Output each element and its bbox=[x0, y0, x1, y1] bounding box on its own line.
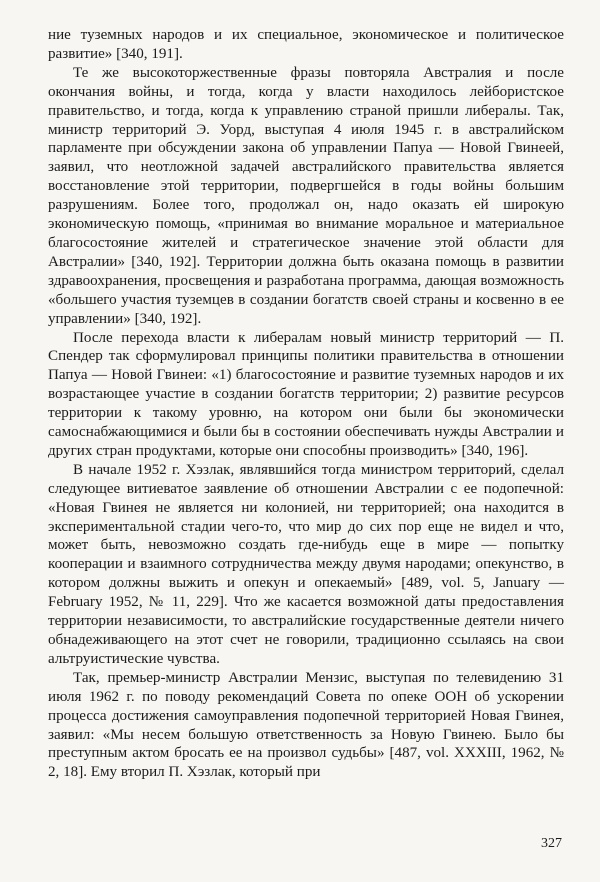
paragraph-continuation: ние туземных народов и их специальное, экономическое и политическое развитие» [340, 191]. bbox=[48, 27, 564, 62]
page-number: 327 bbox=[541, 836, 562, 851]
paragraph-hasluck-statement: В начале 1952 г. Хэзлак, являвшийся тогда министром территорий, сделал следующее витиеватое заявление об отношении Австралии с ее подопечной: «Новая Гвинея не является ни колонией, ни территорией; она находится в экспериментальной стадии чего-то, что мир до сих пор еще не видел и что, может быть, невозможно создать где-нибудь еще в мире — попытку кооперации и взаимного сотрудничества между двумя народами; опекунство, в котором должны выжить и опекун и опекаемый» [489, vol. 5, January — February 1952, № 11, 229]. Что же касается возможной даты предоставления территории независимости, то австралийские государственные деятели ничего обнадеживающего на этот счет не говорили, традиционно ссылаясь на свои альтруистические чувства. bbox=[48, 461, 564, 667]
paragraph-ward-statement: Те же высокоторжественные фразы повторяла Австралия и после окончания войны, и тогда, когда у власти находилось лейбористское правительство, и тогда, когда к управлению страной пришли либералы. Так, министр территорий Э. Уорд, выступая 4 июля 1945 г. в австралийском парламенте при обсуждении закона об управлении Папуа — Новой Гвинеей, заявил, что неотложной задачей австралийского правительства является восстановление этой территории, подвергшейся в годы войны большим разрушениям. Более того, продолжал он, надо оказать ей широкую экономическую помощь, «принимая во внимание моральное и материальное благосостояние жителей и стратегическое значение этой области для Австралии» [340, 192]. Территории должна быть оказана помощь в развитии здравоохранения, просвещения и разработана программа, дающая возможность «большего участия туземцев в создании богатств своей страны и косвенно в ее управлении» [340, 192]. bbox=[48, 64, 564, 327]
paragraph-menzies-statement: Так, премьер-министр Австралии Мензис, выступая по телевидению 31 июля 1962 г. по поводу рекомендаций Совета по опеке ООН об ускорении процесса достижения самоуправления подопечной территорией Новая Гвинея, заявил: «Мы несем большую ответственность за Новую Гвинею. Было бы преступным актом бросать ее на произвол судьбы» [487, vol. XXXIII, 1962, № 2, 18]. Ему вторил П. Хэзлак, который при bbox=[48, 669, 564, 781]
paragraph-spender-principles: После перехода власти к либералам новый министр территорий — П. Спендер так сформулировал принципы политики правительства в отношении Папуа — Новой Гвинеи: «1) благосостояние и развитие туземных народов и их возрастающее участие в создании богатств территории; 2) развитие ресурсов территории к такому уровню, на котором они были бы экономически самоснабжающимися и были бы в состоянии обеспечивать нужды Австралии и других стран продуктами, которые они способны производить» [340, 196]. bbox=[48, 329, 564, 459]
body-text bbox=[48, 26, 564, 782]
